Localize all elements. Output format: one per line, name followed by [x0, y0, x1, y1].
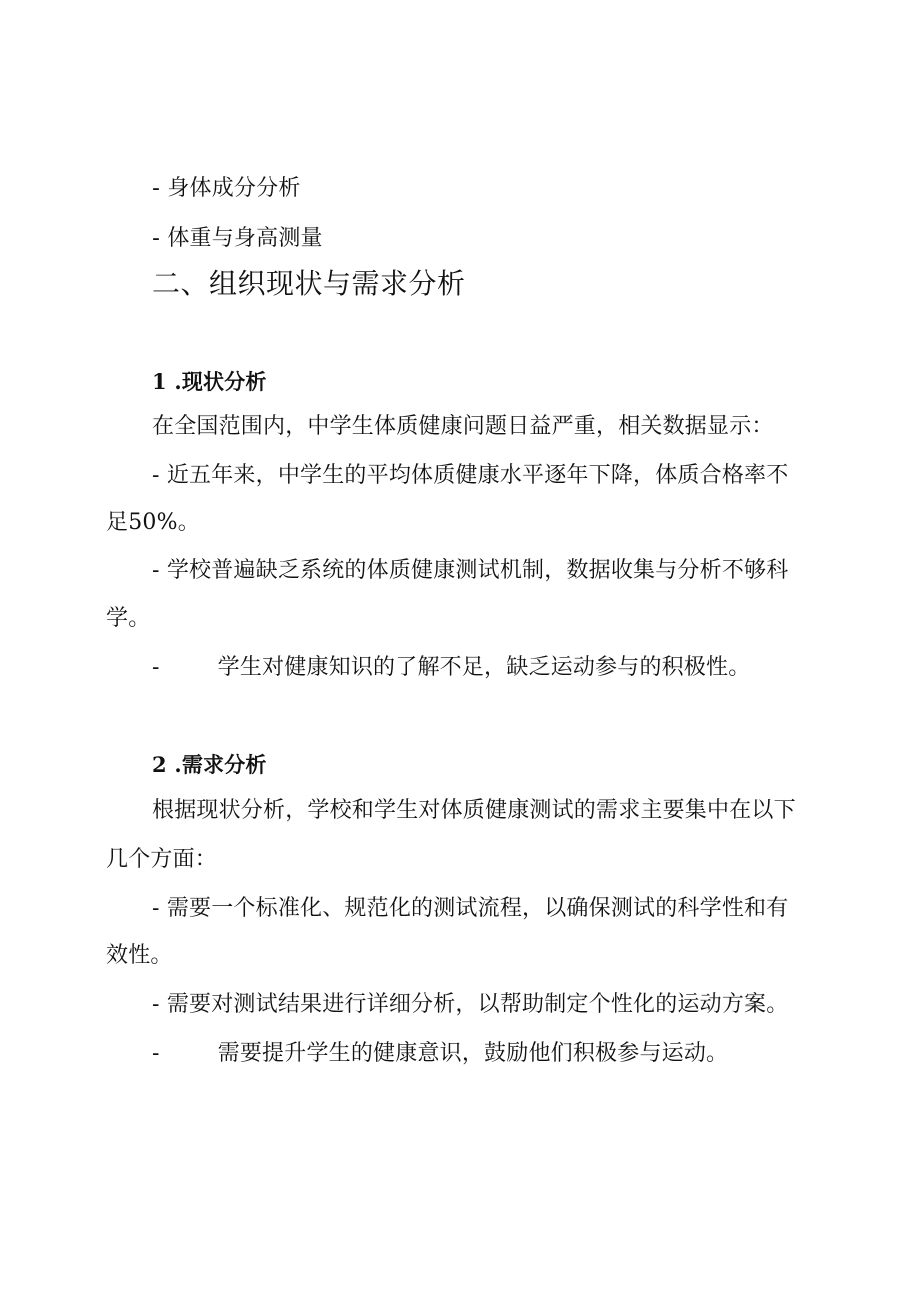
intro-item-height-weight: - 体重与身高测量 — [152, 226, 323, 251]
demand-intro-line-2: 几个方面： — [106, 847, 218, 872]
demand-item-2: - 需要对测试结果进行详细分析，以帮助制定个性化的运动方案。 — [152, 992, 789, 1017]
status-item-1-line-1: - 近五年来，中学生的平均体质健康水平逐年下降，体质合格率不 — [152, 463, 789, 488]
intro-item-body-composition: - 身体成分分析 — [152, 176, 301, 201]
demand-item-1-line-1: - 需要一个标准化、规范化的测试流程，以确保测试的科学性和有 — [152, 896, 789, 921]
status-intro: 在全国范围内，中学生体质健康问题日益严重，相关数据显示： — [152, 414, 774, 439]
demand-analysis-title: 2 .需求分析 — [152, 752, 267, 777]
status-item-2-line-1: - 学校普遍缺乏系统的体质健康测试机制，数据收集与分析不够科 — [152, 558, 789, 583]
list-dash: - — [152, 655, 160, 680]
demand-item-1-line-2: 效性。 — [106, 943, 173, 968]
demand-intro-line-1: 根据现状分析，学校和学生对体质健康测试的需求主要集中在以下 — [152, 798, 796, 823]
demand-item-3-text: 需要提升学生的健康意识，鼓励他们积极参与运动。 — [217, 1041, 729, 1066]
list-dash: - — [152, 1041, 160, 1066]
status-item-3 — [152, 653, 750, 683]
status-item-3-text: 学生对健康知识的了解不足，缺乏运动参与的积极性。 — [217, 655, 751, 680]
status-analysis-title: 1 .现状分析 — [152, 369, 267, 394]
demand-item-3 — [152, 1039, 728, 1069]
section-title: 二、组织现状与需求分析 — [152, 267, 466, 300]
status-item-2-line-2: 学。 — [106, 606, 151, 631]
status-item-1-line-2: 足50%。 — [106, 510, 200, 535]
